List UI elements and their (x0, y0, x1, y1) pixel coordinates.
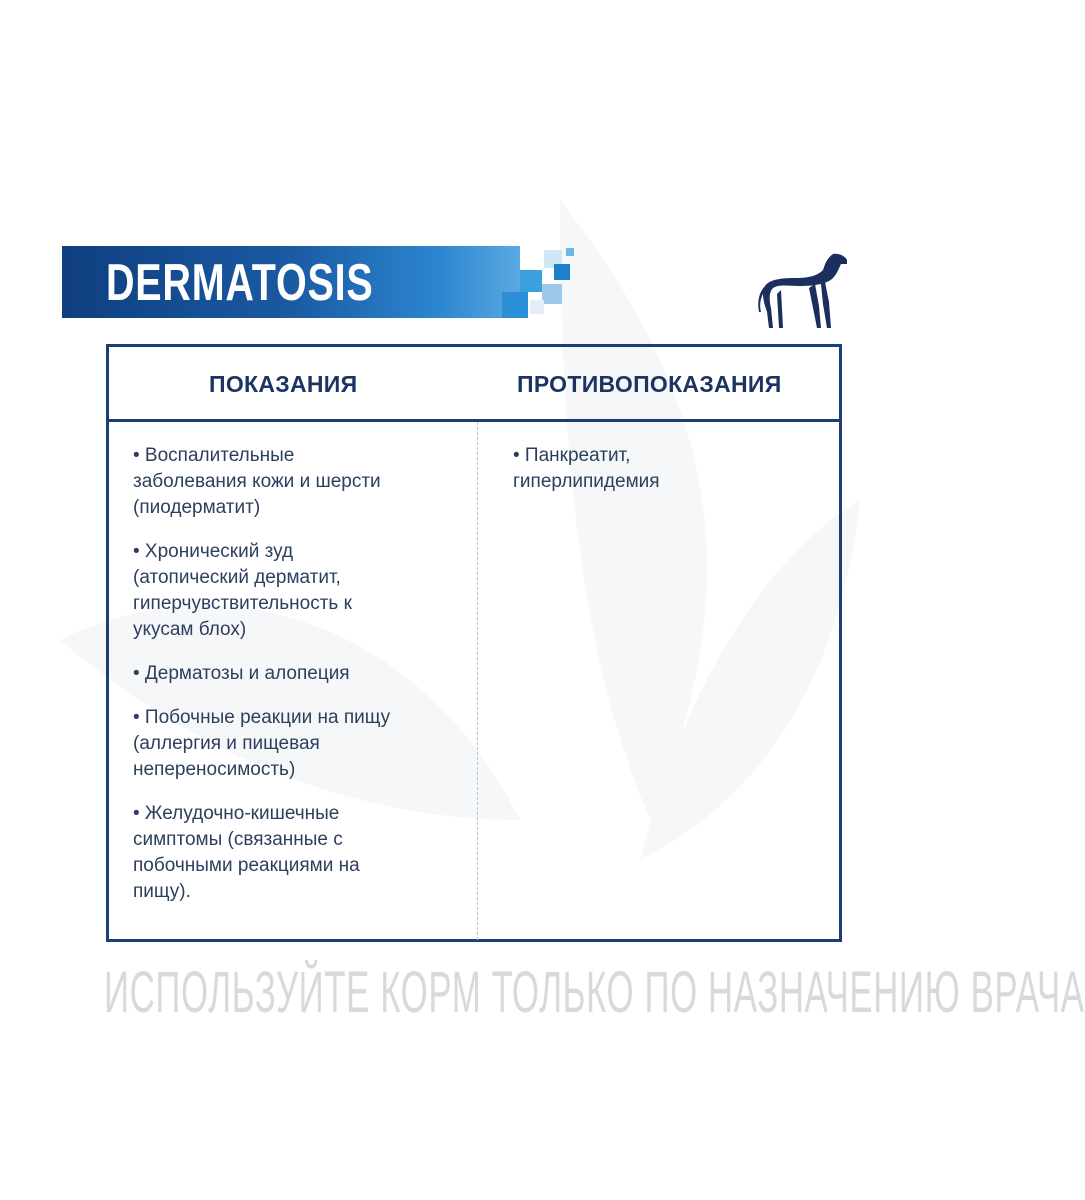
list-item: • Дерматозы и алопеция (133, 663, 350, 684)
list-item: • Хронический зуд (атопический дерматит, гиперчувствительность к укусам блох) (133, 541, 352, 640)
list-item: • Побочные реакции на пищу (аллергия и пищевая непереносимость) (133, 707, 391, 780)
dog-silhouette-icon (755, 250, 850, 332)
column-divider (477, 422, 478, 940)
product-title-banner (62, 246, 520, 318)
list-item: • Воспалительные заболевания кожи и шерсти (пиодерматит) (133, 445, 381, 518)
indications-list (133, 443, 463, 923)
indications-header: ПОКАЗАНИЯ (209, 371, 358, 397)
indications-table (106, 344, 842, 942)
list-item: • Панкреатит, гиперлипидемия (513, 445, 660, 492)
table-header (109, 347, 839, 422)
product-title: DERMATOSIS (106, 254, 374, 312)
decorative-squares-icon (496, 240, 586, 330)
usage-note: ИСПОЛЬЗУЙТЕ КОРМ ТОЛЬКО ПО НАЗНАЧЕНИЮ ВРАЧА (104, 960, 1085, 1025)
list-item: • Желудочно-кишечные симптомы (связанные с побочными реакциями на пищу). (133, 803, 360, 902)
contraindications-list (513, 443, 813, 513)
contraindications-header: ПРОТИВОПОКАЗАНИЯ (517, 371, 782, 397)
